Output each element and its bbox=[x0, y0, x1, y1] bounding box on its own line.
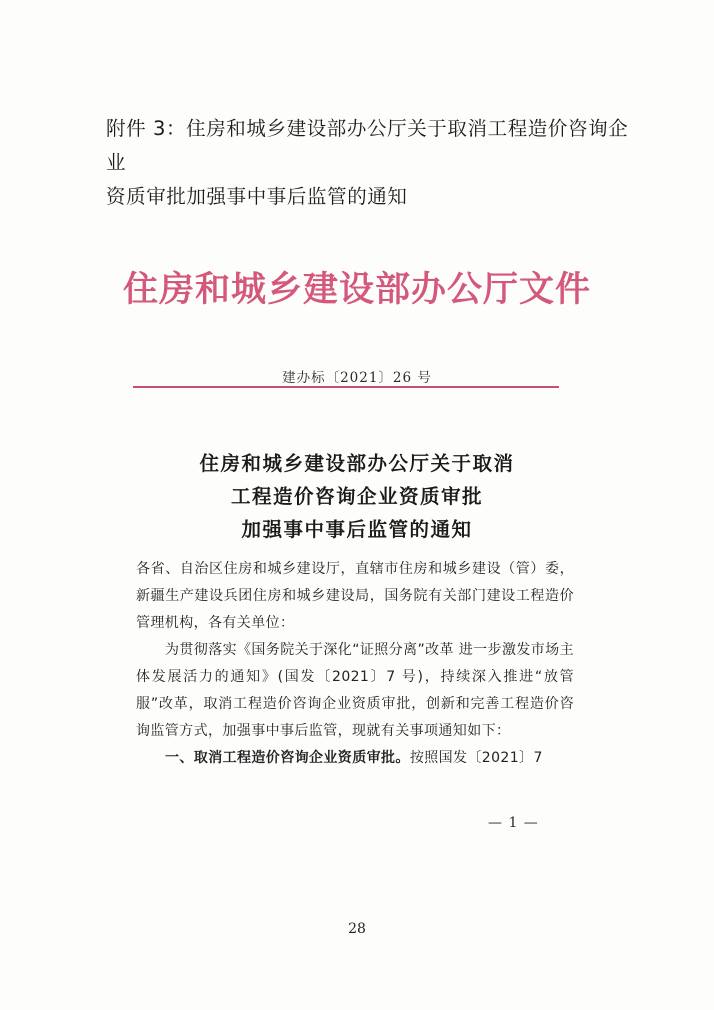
issuer-red-header: 住房和城乡建设部办公厅文件 bbox=[122, 269, 591, 310]
notice-title-line-3: 加强事中事后监管的通知 bbox=[241, 518, 473, 541]
page-number: 28 bbox=[348, 921, 366, 937]
addressees-paragraph: 各省、自治区住房和城乡建设厅，直辖市住房和城乡建设（管）委，新疆生产建设兵团住房和城乡建设局，国务院有关部门建设工程造价管理机构，各有关单位： bbox=[136, 561, 574, 631]
attachment-line-1: 附件 3：住房和城乡建设部办公厅关于取消工程造价咨询企业 bbox=[106, 117, 629, 174]
section-1-text: 按照国发〔2021〕7 bbox=[409, 750, 543, 766]
intro-paragraph: 为贯彻落实《国务院关于深化“证照分离”改革 进一步激发市场主体发展活力的通知》(国发〔2021〕7 号)，持续深入推进“放管服”改革，取消工程造价咨询企业资质审批，创新和完善工程造价咨询监管方式，加强事中事后监管，现就有关事项通知如下： bbox=[136, 642, 574, 739]
section-1-paragraph bbox=[136, 745, 574, 772]
notice-title bbox=[0, 447, 714, 546]
notice-title-line-2: 工程造价咨询企业资质审批 bbox=[230, 485, 483, 508]
red-divider-rule bbox=[133, 386, 559, 388]
document-number: 建办标〔2021〕26 号 bbox=[282, 370, 432, 386]
attachment-line-2: 资质审批加强事中事后监管的通知 bbox=[106, 185, 408, 208]
inner-page-number: — 1 — bbox=[488, 815, 539, 831]
notice-body bbox=[136, 556, 574, 772]
section-1-heading: 一、取消工程造价咨询企业资质审批。 bbox=[165, 750, 410, 766]
notice-title-line-1: 住房和城乡建设部办公厅关于取消 bbox=[199, 452, 515, 475]
attachment-heading bbox=[106, 112, 646, 214]
